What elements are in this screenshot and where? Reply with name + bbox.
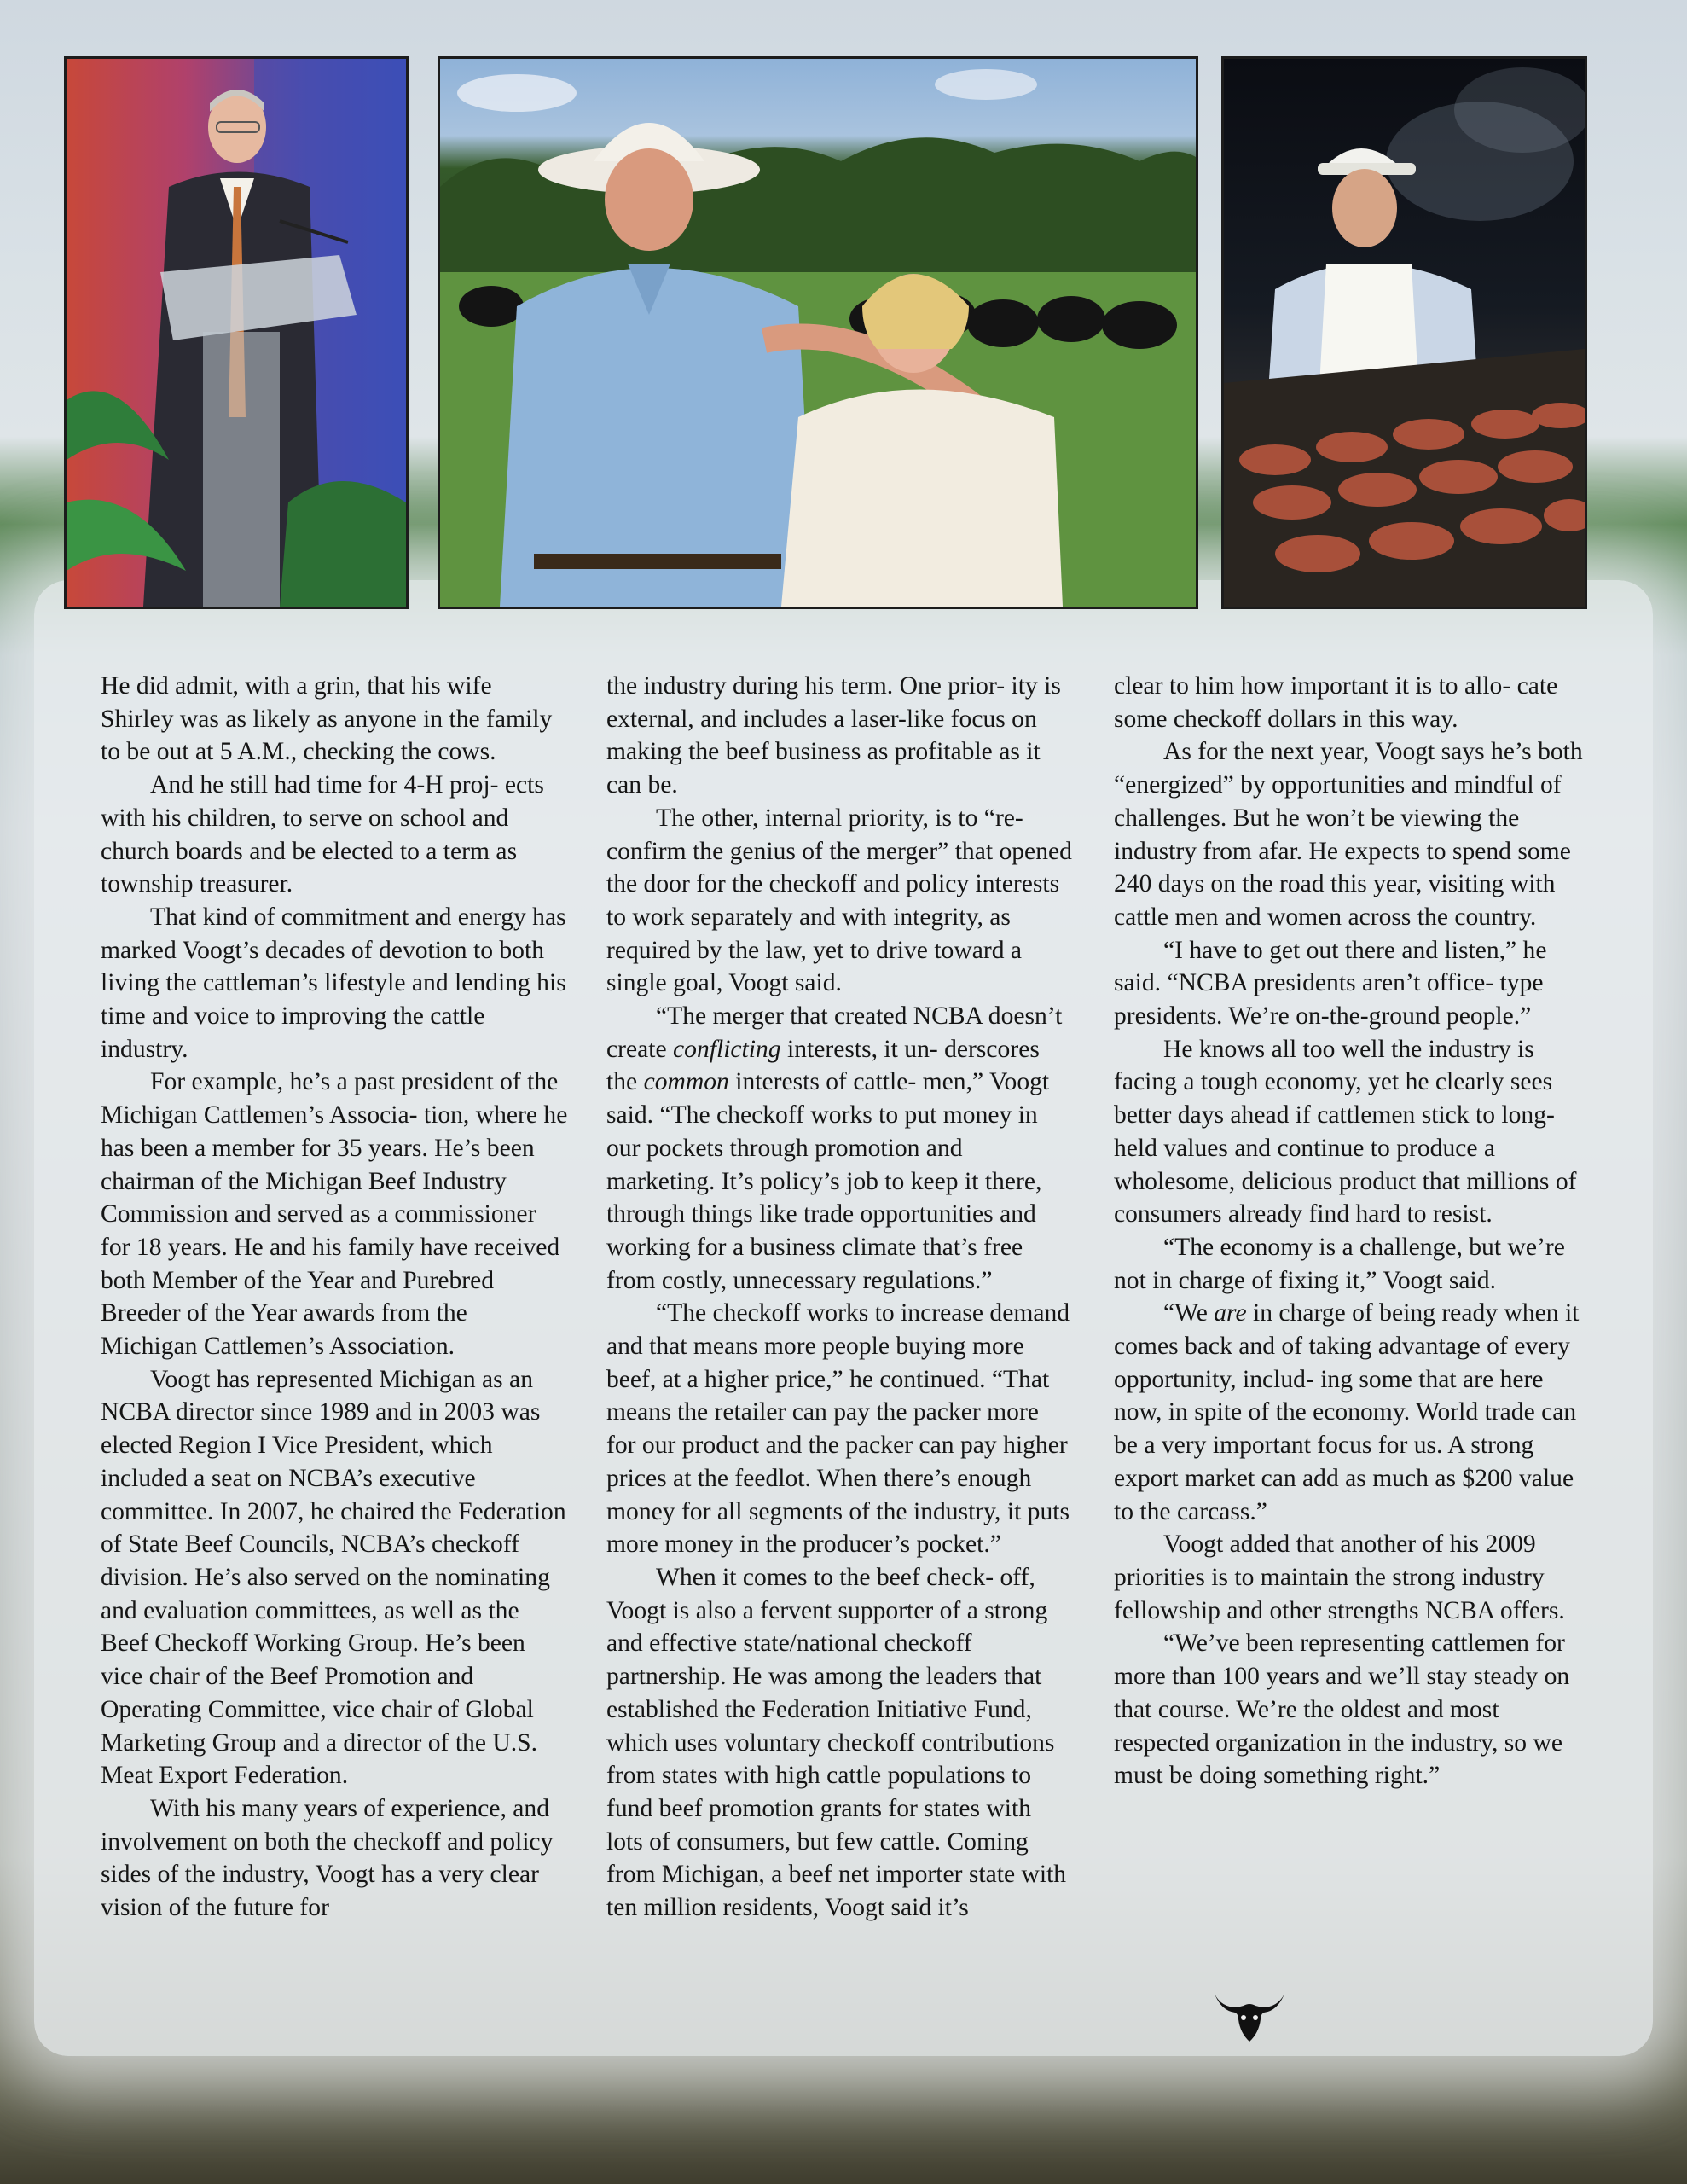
paragraph: And he still had time for 4-H proj- ects with his children, to serve on school and church boards and be elected to a term as township treasurer. xyxy=(101,771,544,898)
paragraph: clear to him how important it is to allo- cate some checkoff dollars in this way. xyxy=(1114,672,1558,733)
paragraph: As for the next year, Voogt says he’s both “energized” by opportunities and mindful of challenges. But he won’t be viewing the industry from afar. He expects to spend some 240 days on the road this year, visiting with cattle men and women across the country. xyxy=(1114,738,1583,931)
photo-couple-with-cattle xyxy=(438,56,1198,609)
paragraph: For example, he’s a past president of the Michigan Cattlemen’s Associa- tion, where he has been a member for 35 years. He’s been chairman of the Michigan Beef Industry Commission and served as a commissioner for 18 years. He and his family have received both Member of the Year and Purebred Breeder of the Year awards from the Michigan Cattlemen’s Association. xyxy=(101,1068,568,1361)
italic-emphasis: common xyxy=(643,1068,729,1096)
paragraph: “We’ve been representing cattlemen for more than 100 years and we’ll stay steady on that course. We’re the oldest and most respected organization in the industry, so we must be doing something right.” xyxy=(1114,1629,1570,1790)
article-column-2 xyxy=(606,670,1074,1925)
speaker-illustration xyxy=(67,59,406,607)
text-run: “We xyxy=(1163,1299,1215,1327)
paragraph: Voogt has represented Michigan as an NCBA director since 1989 and in 2003 was elected Region I Vice President, which included a seat on NCBA’s executive committee. In 2007, he chaired the Federation of State Beef Councils, NCBA’s checkoff division. He’s also served on the nominating and evaluation committees, as well as the Beef Checkoff Working Group. He’s been vice chair of the Beef Promotion and Operating Committee, vice chair of Global Marketing Group and a director of the U.S. Meat Export Federation. xyxy=(101,1365,566,1790)
paragraph: With his many years of experience, and involvement on both the checkoff and policy sides of the industry, Voogt has a very clear vision of the future for xyxy=(101,1794,554,1922)
text-run: “The merger that created NCBA doesn’t create xyxy=(606,1002,1063,1063)
photo-man-grilling xyxy=(1221,56,1587,609)
text-run: interests, it un- derscores the xyxy=(606,1035,1040,1096)
italic-emphasis: are xyxy=(1214,1299,1247,1327)
paragraph: He knows all too well the industry is facing a tough economy, yet he clearly sees better days ahead if cattlemen stick to long-held values and continue to produce a wholesome, delicious product that millions of consumers already find hard to resist. xyxy=(1114,1035,1577,1228)
article-column-3 xyxy=(1114,670,1591,1792)
longhorn-steer-icon xyxy=(1213,1985,1286,2045)
paragraph xyxy=(1114,1297,1591,1528)
text-run: in charge of being ready when it comes back and of taking advantage of every opportunity, includ- ing some that are here now, in spite of the economy. World trade can be a very important focus for us. A strong export market can add as much as $200 value to the carcass.” xyxy=(1114,1299,1580,1525)
paragraph: “The checkoff works to increase demand and that means more people buying more beef, at a higher price,” he continued. “That means the retailer can pay the packer more for our product and the packer can pay higher prices at the feedlot. When there’s enough money for all segments of the industry, it puts more money in the producer’s pocket.” xyxy=(606,1299,1070,1559)
paragraph xyxy=(606,1000,1074,1297)
italic-emphasis: conflicting xyxy=(673,1035,781,1063)
paragraph: the industry during his term. One prior- ity is external, and includes a laser-like focus on making the beef business as profitable as it can be. xyxy=(606,672,1061,799)
text-run: interests of cattle- men,” Voogt said. “The checkoff works to put money in our pockets through promotion and marketing. It’s policy’s job to keep it there, through things like trade opportunities and working for a business climate that’s free from costly, unnecessary regulations.” xyxy=(606,1068,1050,1294)
photo-speaker-at-podium xyxy=(64,56,409,609)
paragraph: The other, internal priority, is to “re- confirm the genius of the merger” that opened the door for the checkoff and policy interests to work separately and with integrity, as required by the law, yet to drive toward a single goal, Voogt said. xyxy=(606,804,1072,997)
paragraph: “The economy is a challenge, but we’re not in charge of fixing it,” Voogt said. xyxy=(1114,1233,1565,1294)
couple-illustration xyxy=(440,59,1196,607)
article-column-1 xyxy=(101,670,568,1925)
paragraph: He did admit, with a grin, that his wife Shirley was as likely as anyone in the family to be out at 5 A.M., checking the cows. xyxy=(101,672,553,766)
paragraph: That kind of commitment and energy has marked Voogt’s decades of devotion to both living the cattleman’s lifestyle and lending his time and voice to improving the cattle industry. xyxy=(101,903,566,1063)
paragraph: When it comes to the beef check- off, Voogt is also a fervent supporter of a strong and effective state/national checkoff partnership. He was among the leaders that established the Federation Initiative Fund, which uses voluntary checkoff contributions from states with high cattle populations to fund beef promotion grants for states with lots of consumers, but few cattle. Coming from Michigan, a beef net importer state with ten million residents, Voogt said it’s xyxy=(606,1563,1067,1922)
article-body xyxy=(101,670,1590,2035)
grilling-illustration xyxy=(1224,59,1585,607)
paragraph: Voogt added that another of his 2009 priorities is to maintain the strong industry fellowship and other strengths NCBA offers. xyxy=(1114,1531,1565,1624)
paragraph: “I have to get out there and listen,” he said. “NCBA presidents aren’t office- type presidents. We’re on-the-ground people.” xyxy=(1114,936,1547,1031)
